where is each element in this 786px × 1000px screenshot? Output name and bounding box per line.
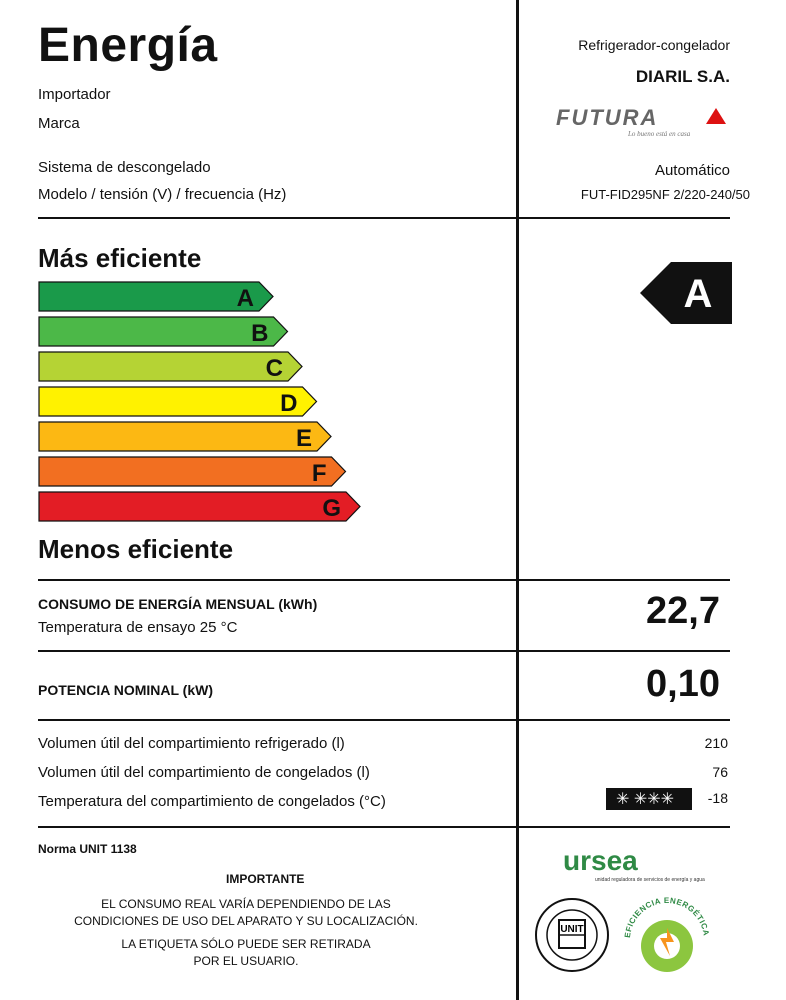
svg-text:UNIT: UNIT — [560, 924, 584, 935]
norm-label: Norma UNIT 1138 — [38, 842, 137, 856]
efficiency-bar-c — [38, 351, 303, 380]
divider-header — [38, 217, 730, 219]
divider-volumes — [38, 826, 730, 828]
efficiency-bar-letter: A — [236, 285, 254, 312]
efficiency-bar-letter: E — [295, 425, 312, 452]
important-heading: IMPORTANTE — [226, 872, 305, 886]
efficiency-bar-letter: F — [311, 460, 327, 487]
efficiency-bar-f — [38, 456, 347, 485]
efficiency-bar-a — [38, 281, 274, 310]
divider-scale — [38, 579, 730, 581]
defrost-value: Automático — [654, 162, 730, 179]
svg-text:unidad reguladora de servicios: unidad reguladora de servicios de energía y agua — [595, 877, 705, 883]
fridge-volume-value: 210 — [704, 735, 728, 751]
brand-logo-mark — [706, 108, 726, 124]
ursea-logo — [563, 845, 705, 895]
freezer-stars-icon: ✳ ✳✳✳ — [616, 791, 675, 808]
efficiency-bar-letter: G — [322, 495, 341, 522]
consumption-label: CONSUMO DE ENERGÍA MENSUAL (kWh) — [38, 596, 318, 612]
divider-consumption — [38, 650, 730, 652]
notice-line-4: POR EL USUARIO. — [193, 954, 299, 968]
importer-label: Importador — [38, 86, 111, 103]
power-label: POTENCIA NOMINAL (kW) — [38, 682, 213, 698]
brand-logo-text: FUTURA — [556, 105, 659, 130]
model-value: FUT-FID295NF 2/220-240/50 — [580, 187, 750, 202]
efficiency-seal-icon — [620, 890, 715, 985]
notice-line-3: LA ETIQUETA SÓLO PUEDE SER RETIRADA — [121, 937, 371, 951]
label-title: Energía — [38, 19, 218, 72]
brand-tagline: Lo bueno está en casa — [628, 130, 691, 138]
freezer-temp-value: -18 — [707, 790, 728, 806]
consumption-sub-label: Temperatura de ensayo 25 °C — [38, 619, 238, 636]
svg-text:EFICIENCIA ENERGÉTICA: EFICIENCIA ENERGÉTICA — [622, 895, 711, 939]
futura-logo — [556, 104, 732, 138]
consumption-value: 22,7 — [646, 590, 720, 632]
unit-seal-icon — [532, 895, 612, 980]
scale-top-label: Más eficiente — [38, 243, 202, 273]
brand-label: Marca — [38, 115, 80, 132]
scale-bottom-label: Menos eficiente — [38, 534, 234, 564]
freezer-volume-value: 76 — [712, 764, 728, 780]
svg-text:ursea: ursea — [563, 845, 638, 876]
rated-class-arrow — [640, 262, 732, 329]
efficiency-bar-letter: C — [265, 355, 283, 382]
rated-class-letter: A — [683, 272, 713, 316]
column-divider — [516, 0, 519, 1000]
freezer-volume-label: Volumen útil del compartimiento de congelados (l) — [38, 764, 370, 781]
model-label: Modelo / tensión (V) / frecuencia (Hz) — [38, 186, 287, 203]
notice-line-1: EL CONSUMO REAL VARÍA DEPENDIENDO DE LAS — [101, 897, 391, 911]
product-type: Refrigerador-congelador — [578, 37, 730, 53]
efficiency-bar-letter: D — [280, 390, 298, 417]
defrost-label: Sistema de descongelado — [38, 159, 211, 176]
efficiency-bar-e — [38, 421, 332, 450]
divider-power — [38, 719, 730, 721]
notice-line-2: CONDICIONES DE USO DEL APARATO Y SU LOCALIZACIÓN. — [74, 914, 418, 928]
power-value: 0,10 — [646, 663, 720, 705]
fridge-volume-label: Volumen útil del compartimiento refrigerado (l) — [38, 735, 345, 752]
freezer-star-rating — [606, 788, 692, 810]
efficiency-bar-letter: B — [251, 320, 269, 347]
efficiency-bar-d — [38, 386, 318, 415]
importer-value: DIARIL S.A. — [635, 67, 730, 86]
efficiency-bar-g — [38, 491, 361, 520]
freezer-temp-label: Temperatura del compartimiento de congelados (°C) — [38, 793, 386, 810]
efficiency-bar-b — [38, 316, 289, 345]
